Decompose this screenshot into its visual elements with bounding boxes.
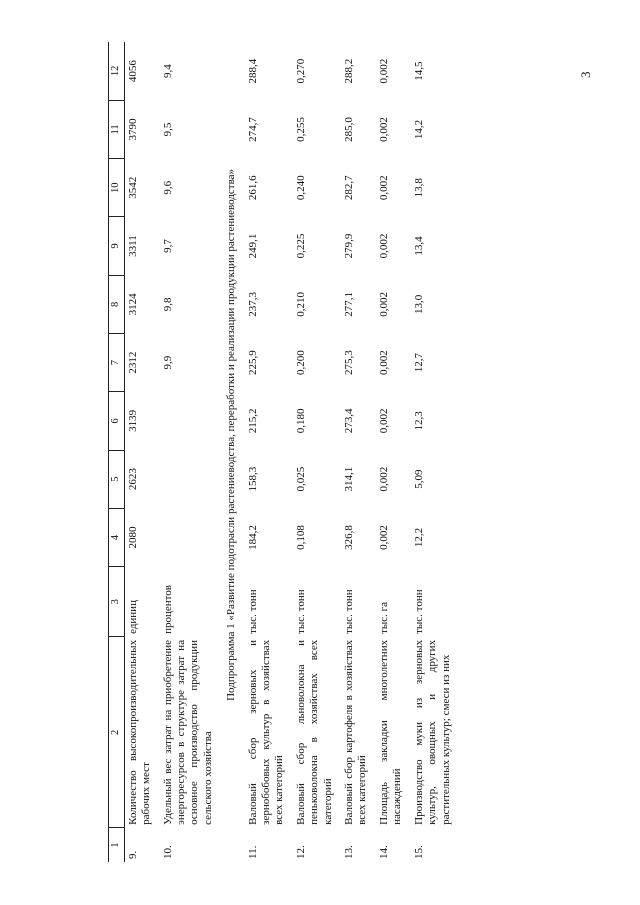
value-cell: 225,9 [246,350,259,375]
col-header: 11 [109,100,125,158]
value-cell: 273,4 [343,408,356,434]
table-row [411,42,459,862]
table-row [245,42,293,862]
value-cell: 13,8 [412,178,425,198]
value-cell: 2312 [126,351,139,374]
table-row [376,42,411,862]
unit: тыс. тонн [246,589,259,634]
value-cell: 237,3 [246,291,259,317]
subprogram-title: Подпрограмма 1 «Развитие подотрасли растениеводства, переработки и реализации продукции растениеводства» [225,168,238,701]
value-cell: 14,2 [412,119,425,140]
indicator-name: Валовый сбор картофеля в хозяйствах всех категорий [343,639,369,825]
value-cell: 0,002 [377,408,390,434]
header-row [109,42,125,862]
value-cell: 0,002 [377,58,390,84]
value-cell: 13,4 [412,236,425,256]
value-cell: 9,9 [161,355,174,370]
value-cell: 0,002 [377,175,390,201]
row-number: 15. [412,845,425,859]
value-cell: 0,002 [377,525,390,550]
value-cell: 215,2 [246,408,259,434]
value-cell: 261,6 [246,175,259,201]
value-cell: 2623 [126,468,139,491]
unit: тыс. тонн [412,589,425,634]
value-cell: 0,200 [294,350,307,375]
row-number: 11. [246,845,259,859]
value-cell: 279,9 [343,233,356,259]
value-cell: 3790 [126,118,139,141]
value-cell: 288,2 [343,58,356,84]
value-cell: 0,002 [377,291,390,317]
value-cell: 249,1 [246,233,259,259]
col-header: 8 [109,275,125,333]
page-number: 3 [578,71,593,78]
value-cell: 277,1 [343,291,356,317]
table-row [341,42,376,862]
value-cell: 0,002 [377,233,390,259]
value-cell: 158,3 [246,466,259,492]
row-number: 9. [126,850,139,859]
unit: процентов [161,585,174,634]
value-cell: 274,7 [246,117,259,142]
value-cell: 12,7 [412,352,425,373]
value-cell: 3124 [126,293,139,316]
value-cell: 3311 [126,235,139,257]
value-cell: 0,180 [294,408,307,434]
value-cell: 5,09 [412,469,425,489]
value-cell: 0,025 [294,466,307,492]
row-number: 13. [343,845,356,859]
value-cell: 2080 [126,526,139,549]
indicator-name: Количество высокопроизводительных рабочих мест [126,639,153,825]
col-header: 2 [109,637,125,828]
value-cell [160,450,222,508]
col-header: 7 [109,333,125,391]
value-cell: 0,002 [377,117,390,142]
col-header: 1 [109,828,125,862]
value-cell: 184,2 [246,525,259,550]
value-cell: 3542 [126,176,139,199]
col-header: 4 [109,508,125,566]
value-cell [160,508,222,566]
value-cell: 0,108 [294,525,307,550]
value-cell: 285,0 [343,117,356,142]
value-cell: 12,3 [412,411,425,431]
col-header: 3 [109,567,125,637]
value-cell [160,392,222,450]
value-cell: 282,7 [343,175,356,201]
value-cell: 0,225 [294,233,307,259]
col-header: 6 [109,392,125,450]
value-cell: 4056 [126,60,139,83]
col-header: 12 [109,42,125,100]
unit: тыс. тонн [294,589,307,634]
row-number: 14. [377,845,390,859]
value-cell: 12,2 [412,527,425,548]
table-row [293,42,341,862]
col-header: 10 [109,159,125,217]
table-row [124,42,159,862]
value-cell: 14,5 [412,61,425,81]
value-cell: 275,3 [343,350,356,375]
value-cell: 0,002 [377,350,390,375]
value-cell: 288,4 [246,58,259,84]
indicators-table [108,42,459,862]
value-cell: 0,255 [294,117,307,142]
row-number: 10. [161,845,174,859]
col-header: 5 [109,450,125,508]
table-row [160,42,222,862]
value-cell: 3139 [126,409,139,432]
indicator-name: Валовый сбор льноволокна и пеньковолокна в хозяйствах всех категорий [294,639,334,825]
indicator-name: Площадь закладки многолетних насаждений [377,639,404,825]
unit: единиц [126,600,139,634]
value-cell: 9,8 [161,297,174,312]
indicator-name: Производство муки из зерновых культур, овощных и других растительных культур; смеси из них [412,639,452,825]
value-cell: 0,002 [377,466,390,492]
value-cell: 9,4 [161,64,174,79]
subprogram-row [221,42,244,862]
value-cell: 314,1 [343,466,356,492]
value-cell: 13,0 [412,294,425,314]
value-cell: 9,7 [161,239,174,253]
row-number: 12. [294,845,307,859]
value-cell: 9,6 [161,180,174,195]
indicator-name: Валовый сбор зерновых и зернобобовых культур в хозяйствах всех категорий [246,639,286,825]
value-cell: 0,240 [294,175,307,201]
value-cell: 0,210 [294,291,307,317]
indicator-name: Удельный вес затрат на приобретение энергоресурсов в структуре затрат на основное производство продукции сельского хозяйства [161,639,214,825]
value-cell: 0,270 [294,58,307,84]
rotated-table-container [108,42,628,862]
value-cell: 9,5 [161,122,174,137]
unit: тыс. га [377,601,390,634]
unit: тыс. тонн [343,589,356,634]
col-header: 9 [109,217,125,275]
value-cell: 326,8 [343,525,356,550]
